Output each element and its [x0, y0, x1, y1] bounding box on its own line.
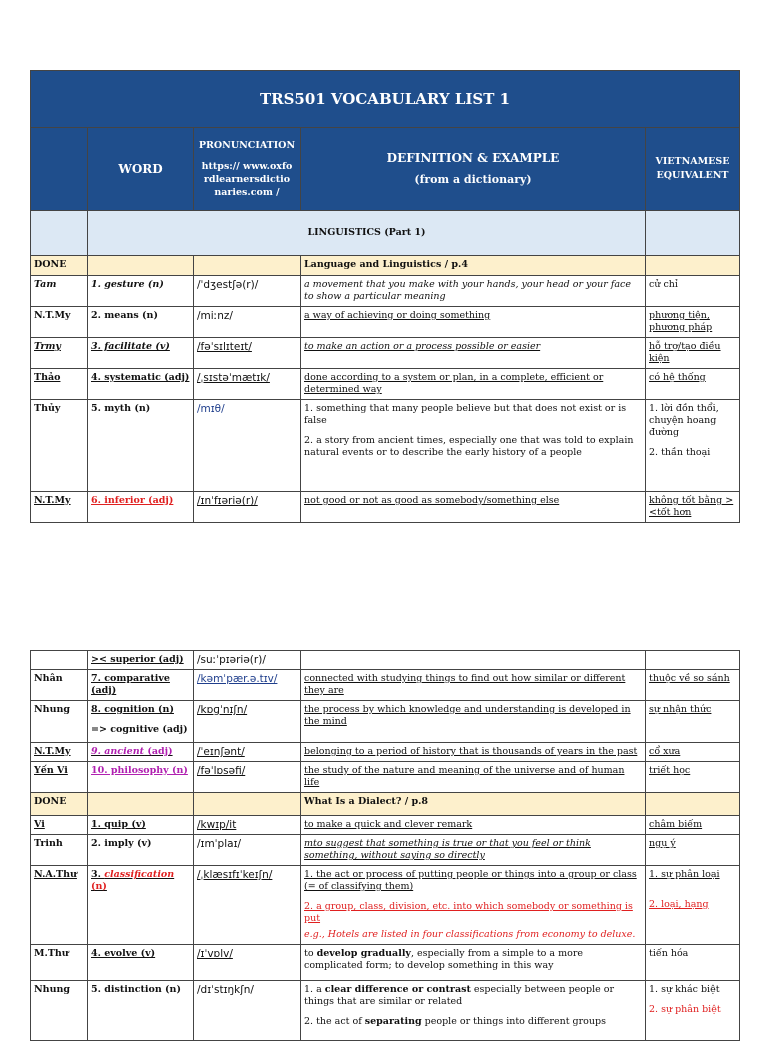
table-row — [31, 400, 740, 492]
page-title: TRS501 VOCABULARY LIST 1 — [31, 71, 740, 128]
vocab-word-text: classification — [104, 869, 175, 880]
student-name: Yến Vi — [31, 762, 88, 793]
table-row — [31, 945, 740, 981]
vietnamese-sense-1: 1. sự khác biệt — [649, 984, 720, 995]
pronunciation: /kɒɡˈnɪʃn/ — [194, 701, 301, 743]
student-name: Tam — [31, 276, 88, 307]
vietnamese: thuộc về so sánh — [646, 670, 740, 701]
definition: not good or not as good as somebody/something else — [301, 492, 646, 523]
section-title: LINGUISTICS (Part 1) — [88, 211, 646, 256]
header-definition-label: DEFINITION & EXAMPLE — [386, 151, 560, 165]
vietnamese: cổ xưa — [646, 743, 740, 762]
topic-heading: What Is a Dialect? / p.8 — [301, 793, 646, 816]
vocab-word-main: 8. cognition (n) — [91, 704, 174, 715]
table-row — [31, 816, 740, 835]
definition — [301, 400, 646, 492]
vocab-word-derived: => cognitive (adj) — [91, 724, 188, 735]
vietnamese: tiến hóa — [646, 945, 740, 981]
header-word: WORD — [88, 128, 194, 211]
vocab-word — [88, 743, 194, 762]
pronunciation: /fəˈsɪlɪteɪt/ — [194, 338, 301, 369]
vocab-word: >< superior (adj) — [88, 651, 194, 670]
definition-part: 2. the act of — [304, 1016, 365, 1027]
done-blank — [194, 256, 301, 276]
definition: belonging to a period of history that is thousands of years in the past — [301, 743, 646, 762]
vocab-word-pos: (n) — [91, 881, 107, 892]
vocab-word: 2. imply (v) — [88, 835, 194, 866]
definition-sense-1: 1. the act or process of putting people or things into a group or class (= of classifying them) — [304, 869, 637, 892]
vietnamese: không tốt bằng ><tốt hơn — [646, 492, 740, 523]
student-name: Vi — [31, 816, 88, 835]
header-pron-url: https:// www.oxfordlearnersdictionaries.com / — [201, 161, 293, 198]
vocab-word: 5. myth (n) — [88, 400, 194, 492]
definition — [301, 866, 646, 945]
vietnamese — [646, 866, 740, 945]
student-name — [31, 651, 88, 670]
definition: connected with studying things to find out how similar or different they are — [301, 670, 646, 701]
vietnamese: triết học — [646, 762, 740, 793]
definition-part: especially between people or things that are similar or related — [304, 984, 615, 1007]
vietnamese-sense-1: 1. sự phân loại — [649, 869, 720, 880]
header-pron-label: PRONUNCIATION — [198, 140, 296, 151]
vocab-word: 4. evolve (v) — [88, 945, 194, 981]
pronunciation: /mɪθ/ — [194, 400, 301, 492]
pronunciation: /suːˈpɪəriə(r)/ — [194, 651, 301, 670]
pronunciation: /miːnz/ — [194, 307, 301, 338]
pronunciation: /ɪˈvɒlv/ — [194, 945, 301, 981]
definition-sense-1 — [304, 984, 642, 1008]
definition-sense-2 — [304, 1016, 642, 1028]
vietnamese: ngụ ý — [646, 835, 740, 866]
pronunciation: /fəˈlɒsəfi/ — [194, 762, 301, 793]
vietnamese-sense-2: 2. sự phân biệt — [649, 1004, 721, 1015]
vocab-word — [88, 866, 194, 945]
vocabulary-table-2 — [30, 650, 740, 1041]
vietnamese: phương tiện, phương pháp — [646, 307, 740, 338]
vocab-word: 10. philosophy (n) — [88, 762, 194, 793]
vietnamese: sự nhận thức — [646, 701, 740, 743]
header-blank — [31, 128, 88, 211]
student-name: M.Thư — [31, 945, 88, 981]
done-label: DONE — [31, 793, 88, 816]
definition-bold: develop gradually — [316, 948, 411, 959]
pronunciation: /ˌsɪstəˈmætɪk/ — [194, 369, 301, 400]
vocabulary-table-1 — [30, 70, 740, 523]
table-row — [31, 369, 740, 400]
header-pronunciation — [194, 128, 301, 211]
student-name: Nhân — [31, 670, 88, 701]
definition — [301, 981, 646, 1041]
definition-sense-2: 2. a story from ancient times, especially one that was told to explain natural events or to describe the early history of a people — [304, 435, 634, 458]
pronunciation: /dɪˈstɪŋkʃn/ — [194, 981, 301, 1041]
vietnamese: hỗ trợ/tạo điều kiện — [646, 338, 740, 369]
done-row — [31, 793, 740, 816]
pronunciation: /kəmˈpær.ə.tɪv/ — [194, 670, 301, 701]
definition: the process by which knowledge and understanding is developed in the mind — [301, 701, 646, 743]
definition — [301, 945, 646, 981]
student-name: Trinh — [31, 835, 88, 866]
pronunciation: /ɪnˈfɪəriə(r)/ — [194, 492, 301, 523]
section-blank-right — [646, 211, 740, 256]
definition: to make a quick and clever remark — [301, 816, 646, 835]
pronunciation: /kwɪp/it — [194, 816, 301, 835]
done-blank — [194, 793, 301, 816]
table-row — [31, 670, 740, 701]
vocab-word-number: 3. — [91, 869, 105, 880]
definition-part: to — [304, 948, 317, 959]
done-blank — [88, 793, 194, 816]
definition: done according to a system or plan, in a complete, efficient or determined way — [301, 369, 646, 400]
vocab-word: 2. means (n) — [88, 307, 194, 338]
vocab-word-pos: (adj) — [144, 746, 173, 757]
vocab-word: 4. systematic (adj) — [88, 369, 194, 400]
table-row — [31, 866, 740, 945]
header-vietnamese: VIETNAMESE EQUIVALENT — [646, 128, 740, 211]
vietnamese — [646, 981, 740, 1041]
definition: mto suggest that something is true or that you feel or think something, without saying so directly — [301, 835, 646, 866]
vocab-word: 1. quip (v) — [88, 816, 194, 835]
pronunciation: /ˈdʒestʃə(r)/ — [194, 276, 301, 307]
student-name: Thủy — [31, 400, 88, 492]
pronunciation: /ɪmˈplaɪ/ — [194, 835, 301, 866]
definition-example: e.g., Hotels are listed in four classifications from economy to deluxe. — [304, 929, 636, 940]
definition-bold: clear difference or contrast — [324, 984, 471, 995]
vietnamese — [646, 651, 740, 670]
definition: the study of the nature and meaning of the universe and of human life — [301, 762, 646, 793]
table-row — [31, 762, 740, 793]
student-name: N.A.Thư — [31, 866, 88, 945]
vocab-word — [88, 701, 194, 743]
student-name: Nhung — [31, 701, 88, 743]
student-name: N.T.My — [31, 492, 88, 523]
section-blank — [31, 211, 88, 256]
topic-heading: Language and Linguistics / p.4 — [301, 256, 646, 276]
definition-part: 1. a — [304, 984, 325, 995]
definition-part: people or things into different groups — [421, 1016, 606, 1027]
table-row — [31, 701, 740, 743]
table-row — [31, 276, 740, 307]
table-row — [31, 981, 740, 1041]
student-name: Trmy — [31, 338, 88, 369]
table-row — [31, 338, 740, 369]
definition: a movement that you make with your hands, your head or your face to show a particular meaning — [301, 276, 646, 307]
vietnamese-sense-1: 1. lời đồn thổi, chuyện hoang đường — [649, 403, 719, 438]
vocab-word: 3. facilitate (v) — [88, 338, 194, 369]
table-row — [31, 492, 740, 523]
pronunciation: /ˌklæsɪfɪˈkeɪʃn/ — [194, 866, 301, 945]
vocab-word: 7. comparative (adj) — [88, 670, 194, 701]
header-definition-sub: (from a dictionary) — [414, 173, 532, 186]
vietnamese: cử chỉ — [646, 276, 740, 307]
table-row — [31, 743, 740, 762]
vocab-word: 1. gesture (n) — [88, 276, 194, 307]
done-blank — [646, 256, 740, 276]
vocab-word-text: 9. ancient — [91, 746, 145, 757]
vietnamese-sense-2: 2. thần thoại — [649, 447, 711, 458]
definition — [301, 651, 646, 670]
definition: to make an action or a process possible or easier — [301, 338, 646, 369]
student-name: N.T.My — [31, 743, 88, 762]
vietnamese: có hệ thống — [646, 369, 740, 400]
student-name: Nhung — [31, 981, 88, 1041]
definition-bold: separating — [364, 1016, 422, 1027]
definition-sense-1: 1. something that many people believe but that does not exist or is false — [304, 403, 627, 426]
vietnamese — [646, 400, 740, 492]
definition-sense-2: 2. a group, class, division, etc. into which somebody or something is put — [304, 901, 633, 924]
table-row — [31, 651, 740, 670]
student-name: Thảo — [31, 369, 88, 400]
table-row — [31, 835, 740, 866]
done-blank — [646, 793, 740, 816]
vietnamese: châm biếm — [646, 816, 740, 835]
table-row — [31, 307, 740, 338]
pronunciation: /ˈeɪnʃənt/ — [194, 743, 301, 762]
definition: a way of achieving or doing something — [301, 307, 646, 338]
done-blank — [88, 256, 194, 276]
definition-part: , especially from a simple to a more complicated form; to develop something in this way — [304, 948, 583, 971]
student-name: N.T.My — [31, 307, 88, 338]
vocab-word: 6. inferior (adj) — [88, 492, 194, 523]
vietnamese-sense-2: 2. loại, hạng — [649, 899, 709, 910]
done-label: DONE — [31, 256, 88, 276]
vocab-word: 5. distinction (n) — [88, 981, 194, 1041]
header-definition — [301, 128, 646, 211]
